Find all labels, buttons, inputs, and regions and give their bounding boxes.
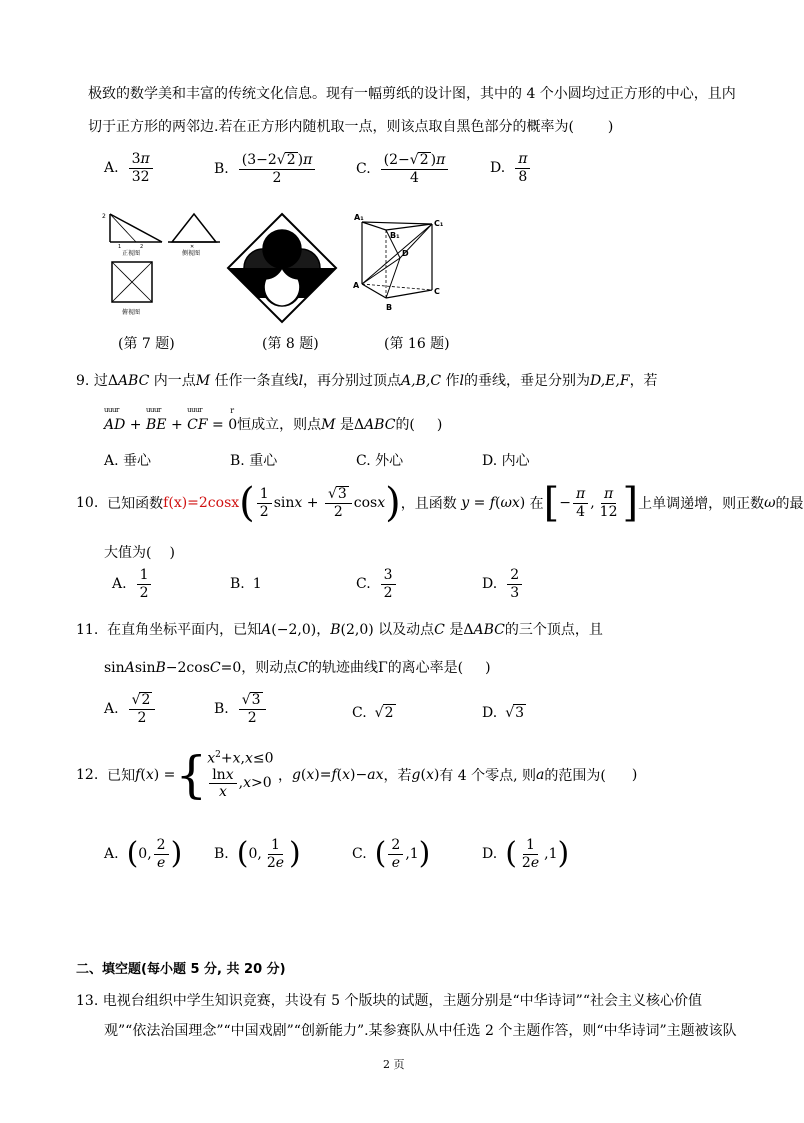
- q12-option-c[interactable]: C. ( $\frac{2}{e}$ ,1 ): [352, 836, 431, 872]
- q12-line1: 12. 已知 f ( x ) = { $x^2+x,x\le 0$ $\frac{\ln x}{x}$ , x >0 ， g ( x )= f ( x )− ax ，若 g ( x ) 有 4 个零点, 则 a 的范围为( ): [76, 746, 638, 804]
- q9-line1: 9. 过ΔABC 内一点M 任作一条直线l，再分别过顶点A,B,C 作l的垂线，垂足分别为D,E,F，若: [76, 373, 658, 389]
- svg-text:C: C: [434, 287, 440, 296]
- fig7-three-views: [100, 208, 225, 323]
- q10-option-d[interactable]: D. $\frac{2}{3}$: [482, 568, 524, 600]
- q12-option-a[interactable]: A. ( 0, $\frac{2}{e}$ ): [104, 836, 183, 872]
- fig7-side-view: [168, 214, 220, 257]
- q11-line2: sinAsinB−2cosC=0，则动点C的轨迹曲线Γ的离心率是( ): [104, 660, 491, 676]
- q8-line2: 切于正方形的两邻边.若在正方形内随机取一点，则该点取自黑色部分的概率为( ): [88, 119, 614, 135]
- q9-option-d[interactable]: D. 内心: [482, 453, 530, 469]
- q11-option-d[interactable]: D. √3: [482, 704, 525, 721]
- page-number: 2 页: [383, 1058, 405, 1071]
- caption-fig8: (第 8 题): [262, 336, 319, 352]
- svg-text:C₁: C₁: [434, 219, 444, 228]
- q8-option-b[interactable]: B. $\frac{(3-2√2 )\pi}{2}$: [214, 152, 317, 185]
- q10-option-b[interactable]: B. 1: [230, 576, 262, 592]
- svg-text:B: B: [386, 303, 393, 312]
- q11-option-c[interactable]: C. √2: [352, 704, 394, 721]
- q11-option-a[interactable]: A. $\frac{√2}{2}$: [104, 692, 157, 725]
- q11-line1: 11. 在直角坐标平面内，已知A(−2,0)，B(2,0) 以及动点C 是ΔABC的三个顶点，且: [76, 622, 603, 638]
- section-title: 二、填空题(每小题 5 分, 共 20 分): [76, 962, 286, 977]
- q9-option-a[interactable]: A. 垂心: [104, 453, 152, 469]
- svg-text:✕: ✕: [190, 244, 195, 250]
- q10-line2: 大值为( ): [104, 545, 175, 561]
- fig8-papercut: [222, 208, 342, 328]
- q9-option-c[interactable]: C. 外心: [356, 453, 404, 469]
- svg-text:正视图: 正视图: [122, 250, 141, 257]
- q8-line1: 极致的数学美和丰富的传统文化信息。现有一幅剪纸的设计图，其中的 4 个小圆均过正方形的中心，且内: [88, 86, 736, 102]
- svg-text:2: 2: [140, 244, 144, 250]
- caption-fig7: (第 7 题): [118, 336, 175, 352]
- q8-option-d[interactable]: D. $\frac{\pi}{8}$: [490, 152, 532, 184]
- svg-text:2: 2: [102, 213, 106, 220]
- svg-text:A: A: [353, 281, 360, 290]
- q9-line2: uuur AD + uuur BE + uuur CF = r 0恒成立，则点M 是ΔABC的( ): [104, 414, 442, 434]
- q11-option-b[interactable]: B. $\frac{√3}{2}$: [214, 692, 268, 725]
- q10-line1: 10. 已知函数 f(x)=2cosx ( $\frac{1}{2}$ sin x + $\frac{√3}{2}$ cos x ) ，且函数 y = f ( ωx ) 在 [ − $\frac{\pi}{4}$ , $\frac{\pi}{12}$ ] 上单调递增，则正数 ω 的最: [76, 480, 804, 526]
- svg-text:侧视图: 侧视图: [182, 250, 201, 257]
- q8-option-a[interactable]: A. $\frac{3\pi}{32}$: [104, 152, 155, 184]
- q10-option-c[interactable]: C. $\frac{3}{2}$: [356, 568, 398, 600]
- fig16-prism: [350, 210, 450, 322]
- svg-text:俯视图: 俯视图: [122, 309, 141, 316]
- fig7-front-view: [102, 213, 162, 257]
- q13-line1: 13. 电视台组织中学生知识竞赛，共设有 5 个版块的试题，主题分别是“中华诗词”“社会主义核心价值: [76, 993, 702, 1009]
- caption-fig16: (第 16 题): [384, 336, 450, 352]
- q12-option-b[interactable]: B. ( 0, $\frac{1}{2e}$ ): [214, 836, 301, 872]
- svg-text:A₁: A₁: [354, 213, 364, 222]
- svg-text:B₁: B₁: [390, 231, 400, 240]
- q13-line2: 观”“依法治国理念”“中国戏剧”“创新能力”.某参赛队从中任选 2 个主题作答，则“中华诗词”主题被该队: [104, 1023, 737, 1039]
- fig7-top-view: [112, 262, 152, 316]
- q10-option-a[interactable]: A. $\frac{1}{2}$: [112, 568, 153, 600]
- q8-option-c[interactable]: C. $\frac{(2-√2 )\pi}{4}$: [356, 152, 450, 185]
- q9-option-b[interactable]: B. 重心: [230, 453, 278, 469]
- svg-text:1: 1: [118, 244, 122, 250]
- svg-text:D: D: [402, 249, 409, 258]
- q12-option-d[interactable]: D. ( $\frac{1}{2e}$ ,1 ): [482, 836, 570, 872]
